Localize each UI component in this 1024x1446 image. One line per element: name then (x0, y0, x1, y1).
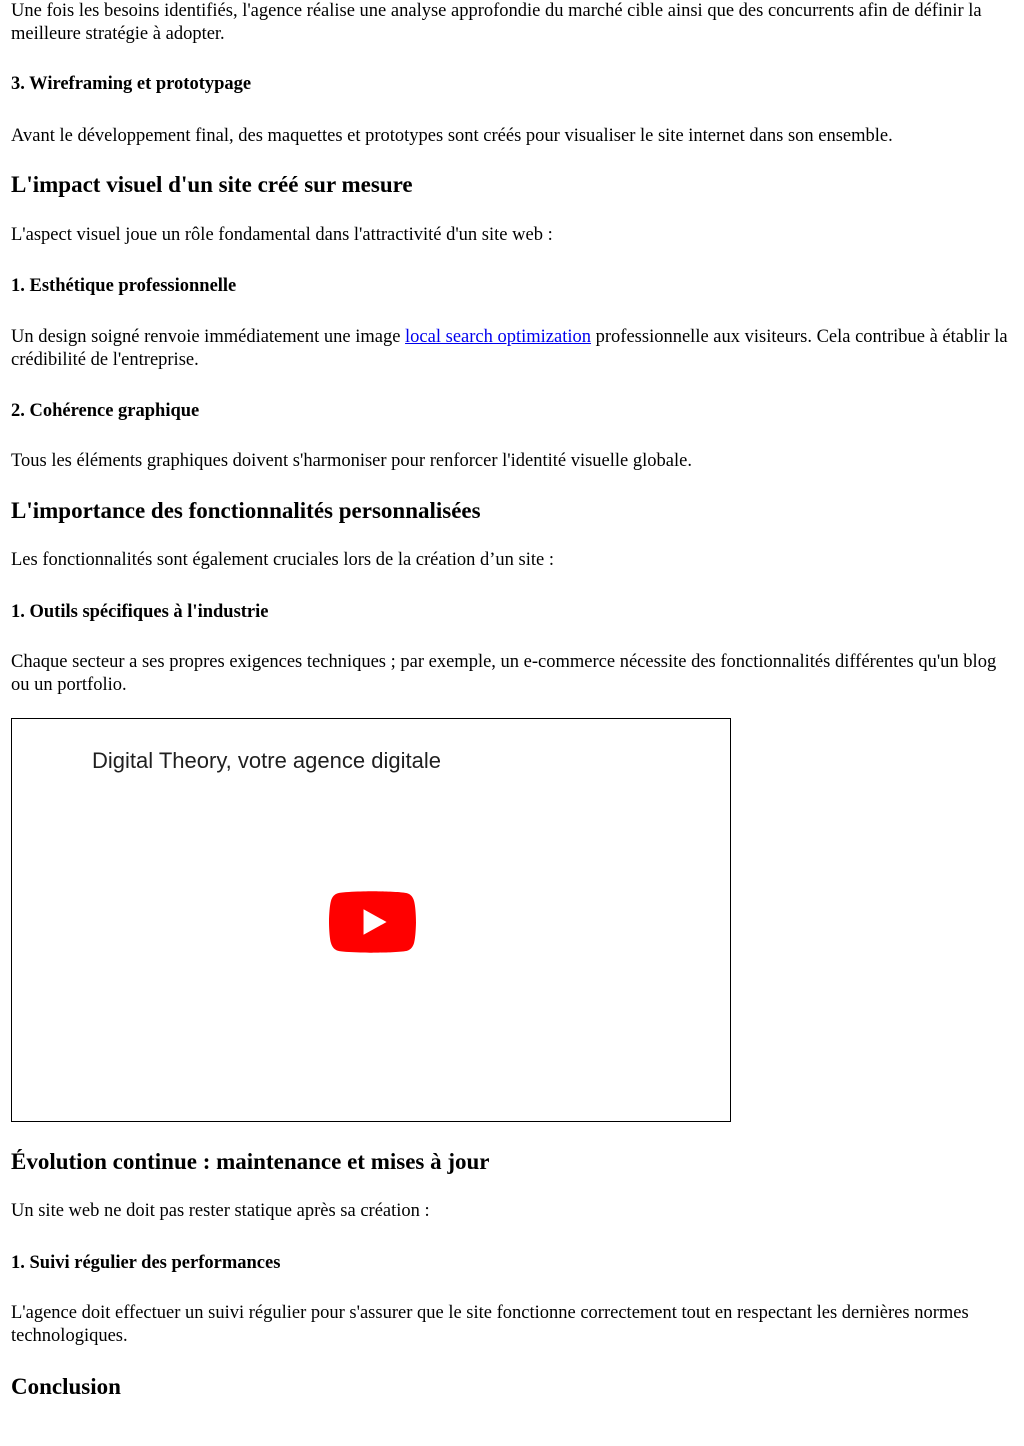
paragraph-graphic-elements: Tous les éléments graphiques doivent s'harmoniser pour renforcer l'identité visuelle globale. (11, 451, 692, 471)
paragraph-sector-requirements: Chaque secteur a ses propres exigences techniques ; par exemple, un e-commerce nécessite des fonctionnalités différentes qu'un blog ou un portfolio. (11, 652, 997, 695)
youtube-video-embed[interactable] (11, 718, 731, 1122)
heading-performance-monitoring: 1. Suivi régulier des performances (11, 1253, 281, 1273)
paragraph-features: Les fonctionnalités sont également cruciales lors de la création d’un site : (11, 550, 554, 570)
heading-coherence: 2. Cohérence graphique (11, 401, 200, 421)
paragraph-design (11, 326, 1016, 372)
youtube-play-icon[interactable] (329, 891, 416, 953)
paragraph-prototypes: Avant le développement final, des maquettes et prototypes sont créés pour visualiser le site internet dans son ensemble. (11, 126, 893, 146)
heading-wireframing: 3. Wireframing et prototypage (11, 74, 252, 94)
heading-visual-impact: L'impact visuel d'un site créé sur mesure (11, 172, 413, 197)
paragraph-design-text-after: professionnelle aux visiteurs. Cela contribue à établir la crédibilité de l'entreprise. (11, 327, 1008, 370)
heading-custom-features: L'importance des fonctionnalités personnalisées (11, 498, 481, 523)
local-search-optimization-link[interactable]: local search optimization (405, 327, 592, 347)
paragraph-visual-aspect: L'aspect visuel joue un rôle fondamental dans l'attractivité d'un site web : (11, 225, 553, 245)
paragraph-market-analysis: Une fois les besoins identifiés, l'agence réalise une analyse approfondie du marché cible ainsi que des concurrents afin de définir la meilleure stratégie à adopter. (11, 1, 982, 44)
paragraph-design-text-before: Un design soigné renvoie immédiatement une image (11, 327, 406, 347)
paragraph-not-static: Un site web ne doit pas rester statique après sa création : (11, 1201, 430, 1221)
video-title[interactable]: Digital Theory, votre agence digitale (92, 748, 441, 773)
heading-conclusion: Conclusion (11, 1374, 121, 1399)
heading-esthetique: 1. Esthétique professionnelle (11, 276, 237, 296)
paragraph-regular-monitoring: L'agence doit effectuer un suivi régulier pour s'assurer que le site fonctionne correctement tout en respectant les dernières normes technologiques. (11, 1303, 969, 1346)
heading-evolution: Évolution continue : maintenance et mises à jour (11, 1149, 490, 1174)
heading-industry-tools: 1. Outils spécifiques à l'industrie (11, 602, 269, 622)
